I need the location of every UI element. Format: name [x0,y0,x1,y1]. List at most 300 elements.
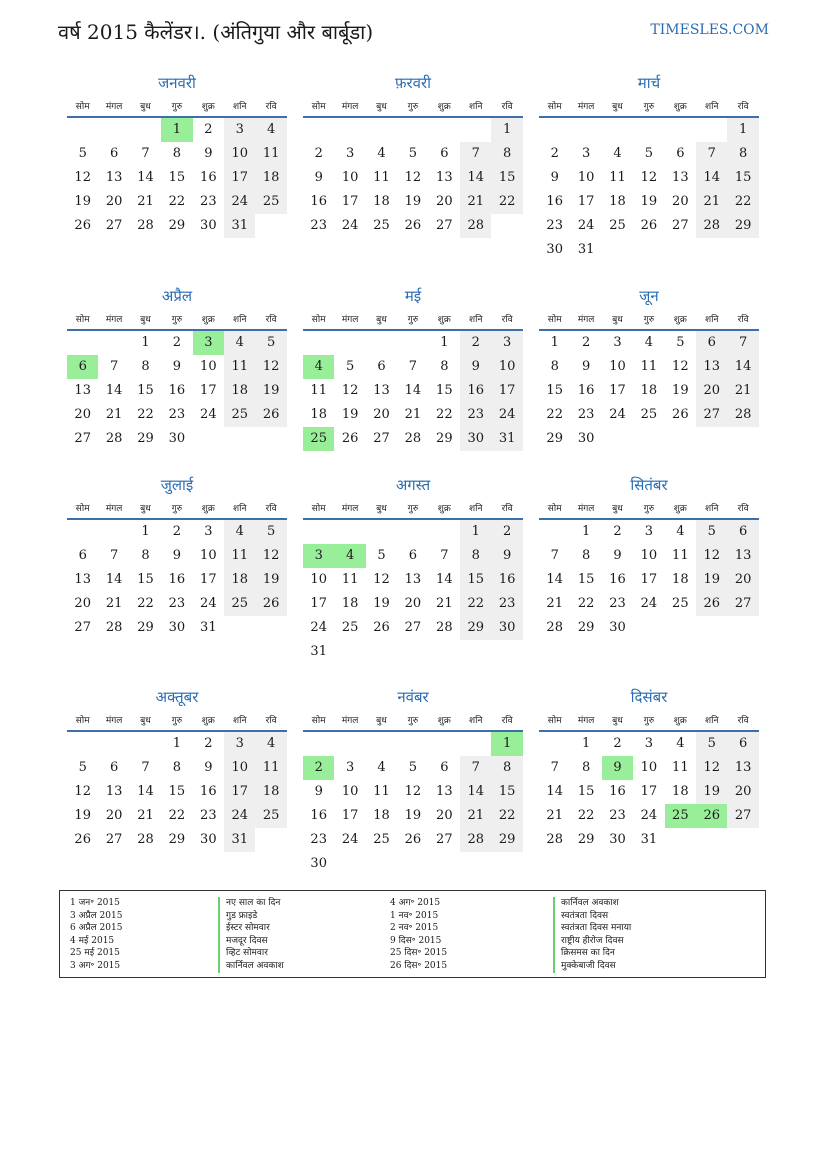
day-cell[interactable]: 16 [200,170,217,185]
day-cell[interactable]: 4 [255,732,286,756]
holiday-cell[interactable]: 3 [303,544,334,568]
day-cell[interactable]: 10 [577,170,595,185]
day-cell[interactable]: 9 [204,146,213,161]
day-cell[interactable]: 21 [546,596,563,611]
day-cell[interactable]: 16 [200,784,217,799]
day-cell[interactable]: 15 [137,383,154,398]
day-cell[interactable]: 14 [105,383,123,398]
day-cell[interactable]: 7 [109,359,119,374]
day-cell[interactable]: 24 [640,596,658,611]
day-cell[interactable]: 16 [577,383,595,398]
holiday-cell[interactable]: 4 [334,544,365,568]
day-cell[interactable]: 24 [224,804,255,828]
day-cell[interactable]: 25 [373,218,390,233]
day-cell[interactable]: 23 [168,407,186,422]
day-cell[interactable]: 27 [105,832,123,847]
day-cell[interactable]: 3 [644,524,654,539]
day-cell[interactable]: 13 [436,784,453,799]
day-cell[interactable]: 16 [546,194,563,209]
day-cell[interactable]: 12 [696,544,727,568]
day-cell[interactable]: 1 [581,736,591,751]
day-cell[interactable]: 18 [255,780,286,804]
day-cell[interactable]: 30 [546,242,563,257]
day-cell[interactable]: 28 [460,828,491,852]
day-cell[interactable]: 16 [460,379,491,403]
day-cell[interactable]: 22 [436,407,453,422]
day-cell[interactable]: 22 [137,407,154,422]
day-cell[interactable]: 1 [141,524,150,539]
day-cell[interactable]: 5 [78,760,87,775]
day-cell[interactable]: 8 [491,142,522,166]
day-cell[interactable]: 21 [105,596,123,611]
day-cell[interactable]: 14 [137,170,154,185]
day-cell[interactable]: 19 [696,568,727,592]
day-cell[interactable]: 23 [546,218,563,233]
day-cell[interactable]: 11 [609,170,626,185]
day-cell[interactable]: 4 [644,335,654,350]
day-cell[interactable]: 30 [168,431,186,446]
day-cell[interactable]: 14 [460,780,491,804]
day-cell[interactable]: 14 [436,572,453,587]
day-cell[interactable]: 7 [550,760,559,775]
day-cell[interactable]: 14 [404,383,422,398]
day-cell[interactable]: 4 [224,331,255,355]
day-cell[interactable]: 13 [696,355,727,379]
day-cell[interactable]: 16 [491,568,522,592]
day-cell[interactable]: 20 [74,596,91,611]
day-cell[interactable]: 8 [141,359,150,374]
day-cell[interactable]: 9 [172,548,182,563]
day-cell[interactable]: 9 [204,760,213,775]
day-cell[interactable]: 18 [310,407,327,422]
day-cell[interactable]: 24 [200,596,217,611]
day-cell[interactable]: 13 [727,756,758,780]
day-cell[interactable]: 14 [727,355,758,379]
day-cell[interactable]: 31 [640,832,658,847]
day-cell[interactable]: 12 [672,359,689,374]
day-cell[interactable]: 11 [672,760,689,775]
day-cell[interactable]: 26 [74,218,91,233]
day-cell[interactable]: 20 [436,194,453,209]
day-cell[interactable]: 10 [341,784,359,799]
day-cell[interactable]: 3 [613,335,622,350]
day-cell[interactable]: 21 [460,804,491,828]
day-cell[interactable]: 15 [491,780,522,804]
day-cell[interactable]: 29 [577,832,595,847]
day-cell[interactable]: 26 [404,832,422,847]
day-cell[interactable]: 23 [460,403,491,427]
day-cell[interactable]: 7 [460,142,491,166]
day-cell[interactable]: 3 [224,732,255,756]
day-cell[interactable]: 8 [727,142,758,166]
day-cell[interactable]: 19 [341,407,359,422]
day-cell[interactable]: 14 [546,572,563,587]
day-cell[interactable]: 5 [345,359,355,374]
day-cell[interactable]: 17 [200,383,217,398]
day-cell[interactable]: 30 [200,218,217,233]
day-cell[interactable]: 28 [460,214,491,238]
day-cell[interactable]: 13 [74,572,91,587]
day-cell[interactable]: 27 [727,592,758,616]
day-cell[interactable]: 31 [310,644,327,659]
day-cell[interactable]: 27 [672,218,689,233]
day-cell[interactable]: 22 [168,194,186,209]
day-cell[interactable]: 1 [727,118,758,142]
day-cell[interactable]: 7 [550,548,559,563]
day-cell[interactable]: 3 [204,524,213,539]
day-cell[interactable]: 16 [609,572,626,587]
day-cell[interactable]: 22 [491,190,522,214]
day-cell[interactable]: 21 [404,407,422,422]
day-cell[interactable]: 30 [200,832,217,847]
day-cell[interactable]: 1 [550,335,559,350]
day-cell[interactable]: 22 [168,808,186,823]
day-cell[interactable]: 24 [609,407,626,422]
day-cell[interactable]: 16 [310,194,327,209]
day-cell[interactable]: 17 [491,379,522,403]
day-cell[interactable]: 1 [460,520,491,544]
day-cell[interactable]: 7 [109,548,119,563]
day-cell[interactable]: 19 [74,194,91,209]
day-cell[interactable]: 1 [172,736,182,751]
day-cell[interactable]: 23 [200,194,217,209]
holiday-cell[interactable]: 25 [303,427,334,451]
day-cell[interactable]: 2 [204,122,213,137]
day-cell[interactable]: 3 [345,760,355,775]
day-cell[interactable]: 7 [440,548,449,563]
day-cell[interactable]: 23 [200,808,217,823]
day-cell[interactable]: 18 [373,194,390,209]
day-cell[interactable]: 24 [577,218,595,233]
day-cell[interactable]: 27 [436,218,453,233]
day-cell[interactable]: 11 [373,784,390,799]
day-cell[interactable]: 3 [345,146,355,161]
holiday-cell[interactable]: 1 [491,732,522,756]
day-cell[interactable]: 16 [609,784,626,799]
day-cell[interactable]: 16 [168,572,186,587]
day-cell[interactable]: 14 [696,166,727,190]
day-cell[interactable]: 10 [200,548,217,563]
day-cell[interactable]: 15 [546,383,563,398]
day-cell[interactable]: 10 [200,359,217,374]
day-cell[interactable]: 7 [141,760,150,775]
day-cell[interactable]: 17 [310,596,327,611]
day-cell[interactable]: 31 [491,427,522,451]
day-cell[interactable]: 2 [460,331,491,355]
day-cell[interactable]: 20 [436,808,453,823]
day-cell[interactable]: 18 [672,784,689,799]
day-cell[interactable]: 5 [696,732,727,756]
day-cell[interactable]: 19 [255,568,286,592]
day-cell[interactable]: 28 [546,832,563,847]
day-cell[interactable]: 7 [141,146,150,161]
day-cell[interactable]: 15 [491,166,522,190]
day-cell[interactable]: 6 [696,331,727,355]
day-cell[interactable]: 12 [255,544,286,568]
day-cell[interactable]: 3 [491,331,522,355]
day-cell[interactable]: 11 [310,383,327,398]
day-cell[interactable]: 26 [255,592,286,616]
day-cell[interactable]: 26 [404,218,422,233]
day-cell[interactable]: 28 [137,832,154,847]
day-cell[interactable]: 2 [314,146,323,161]
day-cell[interactable]: 9 [314,170,323,185]
day-cell[interactable]: 28 [727,403,758,427]
day-cell[interactable]: 31 [577,242,595,257]
day-cell[interactable]: 13 [727,544,758,568]
day-cell[interactable]: 24 [640,808,658,823]
day-cell[interactable]: 5 [408,760,418,775]
day-cell[interactable]: 5 [78,146,87,161]
day-cell[interactable]: 10 [310,572,327,587]
day-cell[interactable]: 3 [224,118,255,142]
day-cell[interactable]: 26 [373,620,390,635]
day-cell[interactable]: 5 [255,331,286,355]
day-cell[interactable]: 17 [224,166,255,190]
day-cell[interactable]: 15 [168,170,186,185]
day-cell[interactable]: 23 [609,808,626,823]
day-cell[interactable]: 29 [460,616,491,640]
day-cell[interactable]: 12 [341,383,359,398]
day-cell[interactable]: 1 [491,118,522,142]
day-cell[interactable]: 28 [137,218,154,233]
day-cell[interactable]: 28 [436,620,453,635]
day-cell[interactable]: 11 [672,548,689,563]
day-cell[interactable]: 1 [141,335,150,350]
day-cell[interactable]: 9 [172,359,182,374]
day-cell[interactable]: 10 [341,170,359,185]
day-cell[interactable]: 22 [491,804,522,828]
day-cell[interactable]: 27 [404,620,422,635]
day-cell[interactable]: 17 [224,780,255,804]
day-cell[interactable]: 6 [109,146,119,161]
day-cell[interactable]: 17 [341,194,359,209]
day-cell[interactable]: 17 [609,383,626,398]
day-cell[interactable]: 6 [377,359,386,374]
day-cell[interactable]: 2 [613,736,622,751]
day-cell[interactable]: 13 [404,572,422,587]
day-cell[interactable]: 2 [204,736,213,751]
day-cell[interactable]: 24 [224,190,255,214]
day-cell[interactable]: 27 [74,431,91,446]
day-cell[interactable]: 20 [727,568,758,592]
day-cell[interactable]: 17 [640,572,658,587]
day-cell[interactable]: 25 [255,190,286,214]
day-cell[interactable]: 4 [255,118,286,142]
day-cell[interactable]: 14 [137,784,154,799]
day-cell[interactable]: 9 [550,170,559,185]
day-cell[interactable]: 17 [200,572,217,587]
day-cell[interactable]: 8 [440,359,449,374]
day-cell[interactable]: 6 [109,760,119,775]
day-cell[interactable]: 19 [404,194,422,209]
day-cell[interactable]: 11 [341,572,359,587]
day-cell[interactable]: 24 [491,403,522,427]
day-cell[interactable]: 30 [609,620,626,635]
day-cell[interactable]: 15 [460,568,491,592]
holiday-cell[interactable]: 6 [67,355,98,379]
day-cell[interactable]: 2 [491,520,522,544]
day-cell[interactable]: 16 [310,808,327,823]
day-cell[interactable]: 11 [373,170,390,185]
day-cell[interactable]: 13 [436,170,453,185]
day-cell[interactable]: 19 [404,808,422,823]
day-cell[interactable]: 24 [341,218,359,233]
day-cell[interactable]: 10 [224,756,255,780]
day-cell[interactable]: 26 [255,403,286,427]
day-cell[interactable]: 25 [609,218,626,233]
day-cell[interactable]: 18 [609,194,626,209]
day-cell[interactable]: 9 [581,359,591,374]
day-cell[interactable]: 21 [137,194,154,209]
day-cell[interactable]: 4 [377,146,386,161]
day-cell[interactable]: 24 [310,620,327,635]
day-cell[interactable]: 23 [609,596,626,611]
day-cell[interactable]: 15 [577,784,595,799]
day-cell[interactable]: 8 [491,756,522,780]
day-cell[interactable]: 25 [255,804,286,828]
day-cell[interactable]: 14 [460,166,491,190]
day-cell[interactable]: 5 [255,520,286,544]
day-cell[interactable]: 21 [696,190,727,214]
day-cell[interactable]: 12 [404,784,422,799]
day-cell[interactable]: 3 [581,146,591,161]
day-cell[interactable]: 12 [74,170,91,185]
day-cell[interactable]: 19 [640,194,658,209]
day-cell[interactable]: 25 [640,407,658,422]
day-cell[interactable]: 29 [727,214,758,238]
day-cell[interactable]: 6 [676,146,685,161]
day-cell[interactable]: 2 [550,146,559,161]
day-cell[interactable]: 11 [640,359,658,374]
day-cell[interactable]: 28 [546,620,563,635]
day-cell[interactable]: 22 [727,190,758,214]
day-cell[interactable]: 5 [696,520,727,544]
day-cell[interactable]: 29 [491,828,522,852]
day-cell[interactable]: 26 [672,407,689,422]
day-cell[interactable]: 26 [640,218,658,233]
day-cell[interactable]: 20 [373,407,390,422]
day-cell[interactable]: 28 [404,431,422,446]
day-cell[interactable]: 17 [577,194,595,209]
day-cell[interactable]: 5 [377,548,386,563]
day-cell[interactable]: 11 [255,142,286,166]
holiday-cell[interactable]: 2 [303,756,334,780]
day-cell[interactable]: 12 [74,784,91,799]
day-cell[interactable]: 14 [105,572,123,587]
day-cell[interactable]: 9 [460,355,491,379]
day-cell[interactable]: 28 [105,431,123,446]
day-cell[interactable]: 25 [373,832,390,847]
day-cell[interactable]: 27 [74,620,91,635]
day-cell[interactable]: 10 [224,142,255,166]
day-cell[interactable]: 6 [440,146,449,161]
day-cell[interactable]: 21 [727,379,758,403]
day-cell[interactable]: 20 [404,596,422,611]
day-cell[interactable]: 22 [577,596,595,611]
day-cell[interactable]: 24 [200,407,217,422]
day-cell[interactable]: 13 [105,170,123,185]
holiday-cell[interactable]: 25 [665,804,696,828]
day-cell[interactable]: 4 [613,146,622,161]
day-cell[interactable]: 10 [491,355,522,379]
day-cell[interactable]: 11 [224,355,255,379]
day-cell[interactable]: 30 [460,427,491,451]
day-cell[interactable]: 29 [168,218,186,233]
day-cell[interactable]: 27 [696,403,727,427]
day-cell[interactable]: 19 [74,808,91,823]
day-cell[interactable]: 8 [172,146,182,161]
day-cell[interactable]: 7 [408,359,418,374]
day-cell[interactable]: 11 [224,544,255,568]
day-cell[interactable]: 23 [310,218,327,233]
day-cell[interactable]: 24 [341,832,359,847]
day-cell[interactable]: 22 [137,596,154,611]
day-cell[interactable]: 29 [546,431,563,446]
day-cell[interactable]: 6 [408,548,418,563]
day-cell[interactable]: 26 [74,832,91,847]
day-cell[interactable]: 7 [460,756,491,780]
day-cell[interactable]: 3 [644,736,654,751]
day-cell[interactable]: 20 [74,407,91,422]
day-cell[interactable]: 30 [310,856,327,871]
day-cell[interactable]: 2 [613,524,622,539]
day-cell[interactable]: 21 [546,808,563,823]
day-cell[interactable]: 18 [672,572,689,587]
day-cell[interactable]: 6 [78,548,87,563]
day-cell[interactable]: 8 [581,760,591,775]
day-cell[interactable]: 17 [640,784,658,799]
day-cell[interactable]: 29 [577,620,595,635]
day-cell[interactable]: 5 [408,146,418,161]
day-cell[interactable]: 10 [640,760,658,775]
day-cell[interactable]: 30 [491,616,522,640]
day-cell[interactable]: 29 [137,620,154,635]
day-cell[interactable]: 23 [491,592,522,616]
day-cell[interactable]: 12 [255,355,286,379]
day-cell[interactable]: 20 [105,808,123,823]
day-cell[interactable]: 12 [640,170,658,185]
holiday-cell[interactable]: 26 [696,804,727,828]
holiday-cell[interactable]: 9 [602,756,633,780]
day-cell[interactable]: 21 [105,407,123,422]
day-cell[interactable]: 12 [696,756,727,780]
day-cell[interactable]: 4 [224,520,255,544]
day-cell[interactable]: 22 [460,592,491,616]
day-cell[interactable]: 18 [255,166,286,190]
day-cell[interactable]: 13 [373,383,390,398]
day-cell[interactable]: 2 [172,335,182,350]
day-cell[interactable]: 8 [550,359,559,374]
day-cell[interactable]: 27 [436,832,453,847]
day-cell[interactable]: 6 [727,732,758,756]
day-cell[interactable]: 18 [341,596,359,611]
day-cell[interactable]: 26 [696,592,727,616]
day-cell[interactable]: 21 [460,190,491,214]
day-cell[interactable]: 15 [436,383,453,398]
day-cell[interactable]: 7 [696,142,727,166]
day-cell[interactable]: 21 [137,808,154,823]
day-cell[interactable]: 13 [672,170,689,185]
day-cell[interactable]: 8 [172,760,182,775]
day-cell[interactable]: 6 [727,520,758,544]
holiday-cell[interactable]: 4 [303,355,334,379]
day-cell[interactable]: 12 [404,170,422,185]
day-cell[interactable]: 9 [613,548,622,563]
day-cell[interactable]: 5 [676,335,685,350]
day-cell[interactable]: 20 [727,780,758,804]
day-cell[interactable]: 8 [581,548,591,563]
